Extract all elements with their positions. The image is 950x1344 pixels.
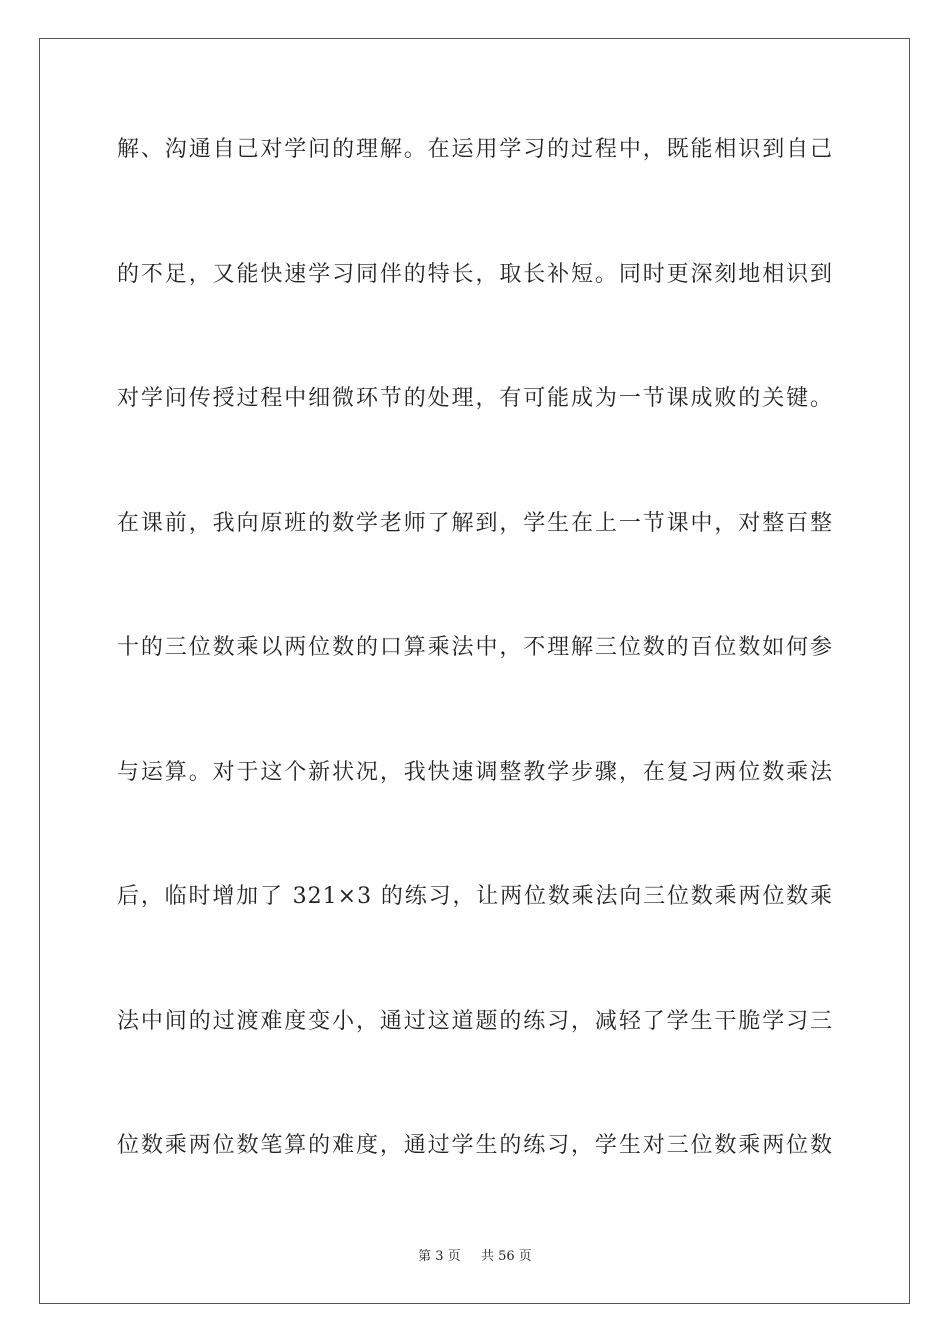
body-text-line: 后，临时增加了 321×3 的练习，让两位数乘法向三位数乘两位数乘 — [117, 884, 833, 909]
body-text-line: 十的三位数乘以两位数的口算乘法中，不理解三位数的百位数如何参 — [117, 635, 833, 660]
body-text-line: 对学问传授过程中细微环节的处理，有可能成为一节课成败的关键。 — [117, 386, 833, 411]
body-text-line: 位数乘两位数笔算的难度，通过学生的练习，学生对三位数乘两位数 — [117, 1133, 833, 1158]
body-text-line: 的不足，又能快速学习同伴的特长，取长补短。同时更深刻地相识到 — [117, 262, 833, 287]
page-frame — [39, 38, 910, 1304]
page-footer — [0, 1247, 950, 1267]
body-text-line: 在课前，我向原班的数学老师了解到，学生在上一节课中，对整百整 — [117, 511, 833, 536]
total-pages: 共 56 页 — [481, 1249, 532, 1264]
body-text-line: 法中间的过渡难度变小，通过这道题的练习，减轻了学生干脆学习三 — [117, 1009, 833, 1034]
body-text-line: 解、沟通自己对学问的理解。在运用学习的过程中，既能相识到自己 — [117, 137, 833, 162]
page-number: 第 3 页 — [418, 1249, 461, 1264]
body-text-line: 与运算。对于这个新状况，我快速调整教学步骤，在复习两位数乘法 — [117, 760, 833, 785]
